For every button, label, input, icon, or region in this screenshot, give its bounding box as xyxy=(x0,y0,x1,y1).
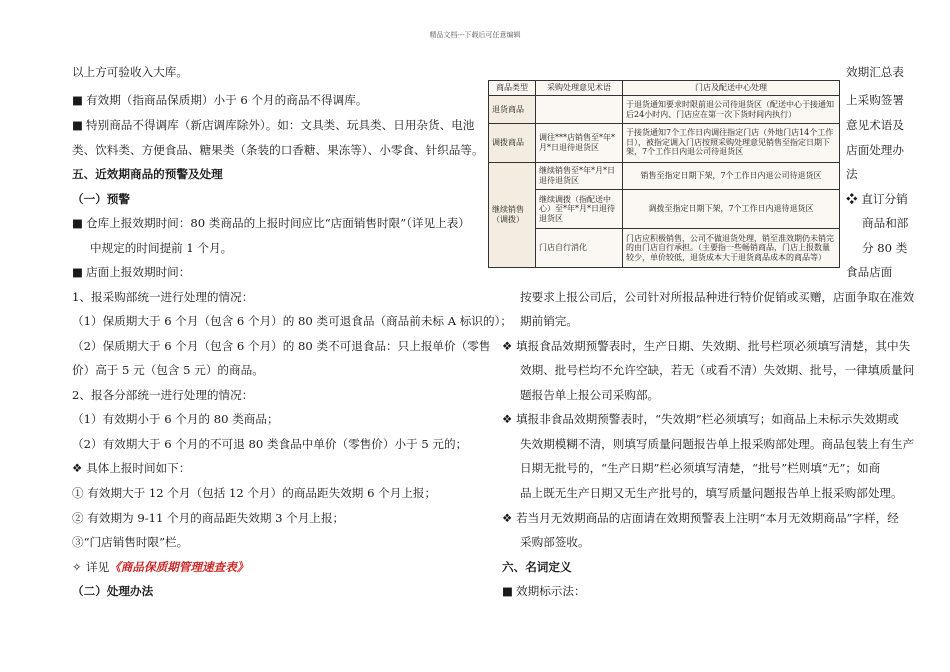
table-cell: 于接货通知7个工作日内调往指定门店（外地门店14个工作日），被指定调入门店按照采购处理意见销售至指定日期下架，7个工作日内退公司待退货区 xyxy=(623,123,840,162)
table-header-cell: 商品类型 xyxy=(489,81,536,96)
list-item: （1）有效期小于 6 个月的 80 类商品； xyxy=(72,412,279,426)
section-heading: 六、名词定义 xyxy=(502,560,572,574)
bullet-item: ✧ 详见《商品保质期管理速查表》 xyxy=(72,560,249,574)
paragraph: 以上方可验收入大库。 xyxy=(72,65,188,79)
diamond-bullet-icon: ❖ xyxy=(502,511,513,525)
side-text: 分 80 类 xyxy=(862,241,908,255)
section-heading: 五、近效期商品的预警及处理 xyxy=(72,167,223,181)
side-text: ❖ 直订分销 xyxy=(846,192,908,206)
paragraph: 题报告单上报公司采购部。 xyxy=(520,388,660,402)
list-item: （1）保质期大于 6 个月（包含 6 个月）的 80 类可退食品（商品前未标 A 标识的）； xyxy=(72,314,512,328)
list-item: （2）保质期大于 6 个月（包含 6 个月）的 80 类不可退食品：只上报单价（零售 xyxy=(72,339,491,353)
paragraph: 期前销完。 xyxy=(520,314,578,328)
paragraph: 品上既无生产日期又无生产批号的，填写质量问题报告单上报采购部处理。 xyxy=(520,486,903,500)
square-bullet-icon: ■ xyxy=(72,93,83,107)
paragraph: 失效期模糊不清，则填写质量问题报告单上报采购部处理。商品包装上有生产 xyxy=(520,437,915,451)
bullet-item: ❖ 填报食品效期预警表时，生产日期、失效期、批号栏项必须填写清楚，其中失 xyxy=(502,339,911,353)
paragraph: 采购部签收。 xyxy=(520,535,590,549)
bullet-item: ■ 仓库上报效期时间：80 类商品的上报时间应比“店面销售时限”（详见上表） xyxy=(72,216,470,230)
list-item: ① 有效期大于 12 个月（包括 12 个月）的商品距失效期 6 个月上报； xyxy=(72,486,437,500)
diamond-bullet-icon: ❖ xyxy=(72,461,83,475)
reference-link[interactable]: 《商品保质期管理速查表》 xyxy=(109,560,249,574)
paragraph: 效期、批号栏均不允许空缺，若无（或看不清）失效期、批号，一律填质量问 xyxy=(520,363,915,377)
page-header: 精品文档---下载后可任意编辑 xyxy=(429,31,521,39)
bullet-item: ❖ 具体上报时间如下： xyxy=(72,461,191,475)
list-item: 价）高于 5 元（包含 5 元）的商品。 xyxy=(72,363,264,377)
list-item: （2）有效期大于 6 个月的不可退 80 类食品中单价（零售价）小于 5 元的； xyxy=(72,437,468,451)
table-cell: 调往***店销售至*年*月*日退待退货区 xyxy=(536,123,623,162)
table-row xyxy=(489,123,840,162)
diamond-bullet-icon: ❖ xyxy=(502,412,513,426)
subsection-heading: （二）处理办法 xyxy=(72,584,154,598)
list-heading: 2、报各分部统一进行处理的情况： xyxy=(72,388,254,402)
table-cell: 调拨至指定日期下架，7个工作日内退待退货区 xyxy=(623,189,840,228)
side-text: 上采购签署 xyxy=(846,93,904,107)
diamond-bullet-icon: ❖ xyxy=(846,192,858,206)
square-bullet-icon: ■ xyxy=(72,118,83,132)
diamond-bullet-icon: ❖ xyxy=(502,339,513,353)
table-cell: 门店自行消化 xyxy=(536,228,623,267)
side-text: 店面处理办 xyxy=(846,143,904,157)
side-text: 法 xyxy=(846,167,858,181)
table-cell: 继续销售（调拨） xyxy=(489,162,536,267)
paragraph: 按要求上报公司后，公司针对所报品种进行特价促销或买赠，店面争取在准效 xyxy=(520,290,915,304)
expiry-handling-table xyxy=(488,80,840,268)
bullet-item: ❖ 若当月无效期商品的店面请在效期预警表上注明“本月无效期商品”字样，经 xyxy=(502,511,899,525)
table-header-row xyxy=(489,81,840,96)
subsection-heading: （一）预警 xyxy=(72,192,130,206)
list-item: ② 有效期为 9-11 个月的商品距失效期 3 个月上报； xyxy=(72,511,345,525)
table-cell: 调拨商品 xyxy=(489,123,536,162)
square-bullet-icon: ■ xyxy=(72,216,83,230)
table-cell: 继续销售至*年*月*日退待退货区 xyxy=(536,162,623,189)
paragraph: 日期无批号的，“生产日期”栏必须填写清楚，“批号”栏则填“无”；如商 xyxy=(520,461,881,475)
bullet-item: ■ 店面上报效期时间： xyxy=(72,265,191,279)
table-cell: 退货商品 xyxy=(489,96,536,123)
square-bullet-icon: ■ xyxy=(72,265,83,279)
side-text: 食品店面 xyxy=(846,265,893,279)
table-row xyxy=(489,96,840,123)
table-header-cell: 门店及配送中心处理 xyxy=(623,81,840,96)
hollow-star-bullet-icon: ✧ xyxy=(72,560,82,574)
table-cell: 销售至指定日期下架，7个工作日内退公司待退货区 xyxy=(623,162,840,189)
table-cell: 门店应积极销售，公司不做退货处理，销至准效期仍未销完的由门店自行承担。（主要指一些畅销商品，门店上报数量较少，单价较低，退货成本大于退货商品成本的商品等） xyxy=(623,228,840,267)
bullet-item: ■ 有效期（指商品保质期）小于 6 个月的商品不得调库。 xyxy=(72,93,368,107)
table-row xyxy=(489,189,840,228)
side-text: 意见术语及 xyxy=(846,118,904,132)
list-item: ③“门店销售时限”栏。 xyxy=(72,535,189,549)
bullet-item: ❖ 填报非食品效期预警表时，“失效期”栏必须填写；如商品上未标示失效期或 xyxy=(502,412,899,426)
table-header-cell: 采购处理意见术语 xyxy=(536,81,623,96)
bullet-item: ■ 效期标示法： xyxy=(502,584,586,598)
table-row xyxy=(489,228,840,267)
table-cell: 于退货通知要求时限前退公司待退货区（配送中心于接通知后24小时内、门店应在第一次下货时间内执行） xyxy=(623,96,840,123)
bullet-item: ■ 特别商品不得调库（新店调库除外）。如：文具类、玩具类、日用杂货、电池 xyxy=(72,118,475,132)
list-heading: 1、报采购部统一进行处理的情况： xyxy=(72,290,254,304)
table-cell xyxy=(536,96,623,123)
side-text: 商品和部 xyxy=(862,216,909,230)
side-text: 效期汇总表 xyxy=(846,65,904,79)
table-row xyxy=(489,162,840,189)
square-bullet-icon: ■ xyxy=(502,584,513,598)
table-cell: 继续调拨（指配送中心）至*年*月*日退待退货区 xyxy=(536,189,623,228)
paragraph: 中规定的时间提前 1 个月。 xyxy=(90,241,233,255)
paragraph: 类、饮料类、方便食品、糖果类（条装的口香糖、果冻等）、小零食、针织品等。 xyxy=(72,143,484,157)
